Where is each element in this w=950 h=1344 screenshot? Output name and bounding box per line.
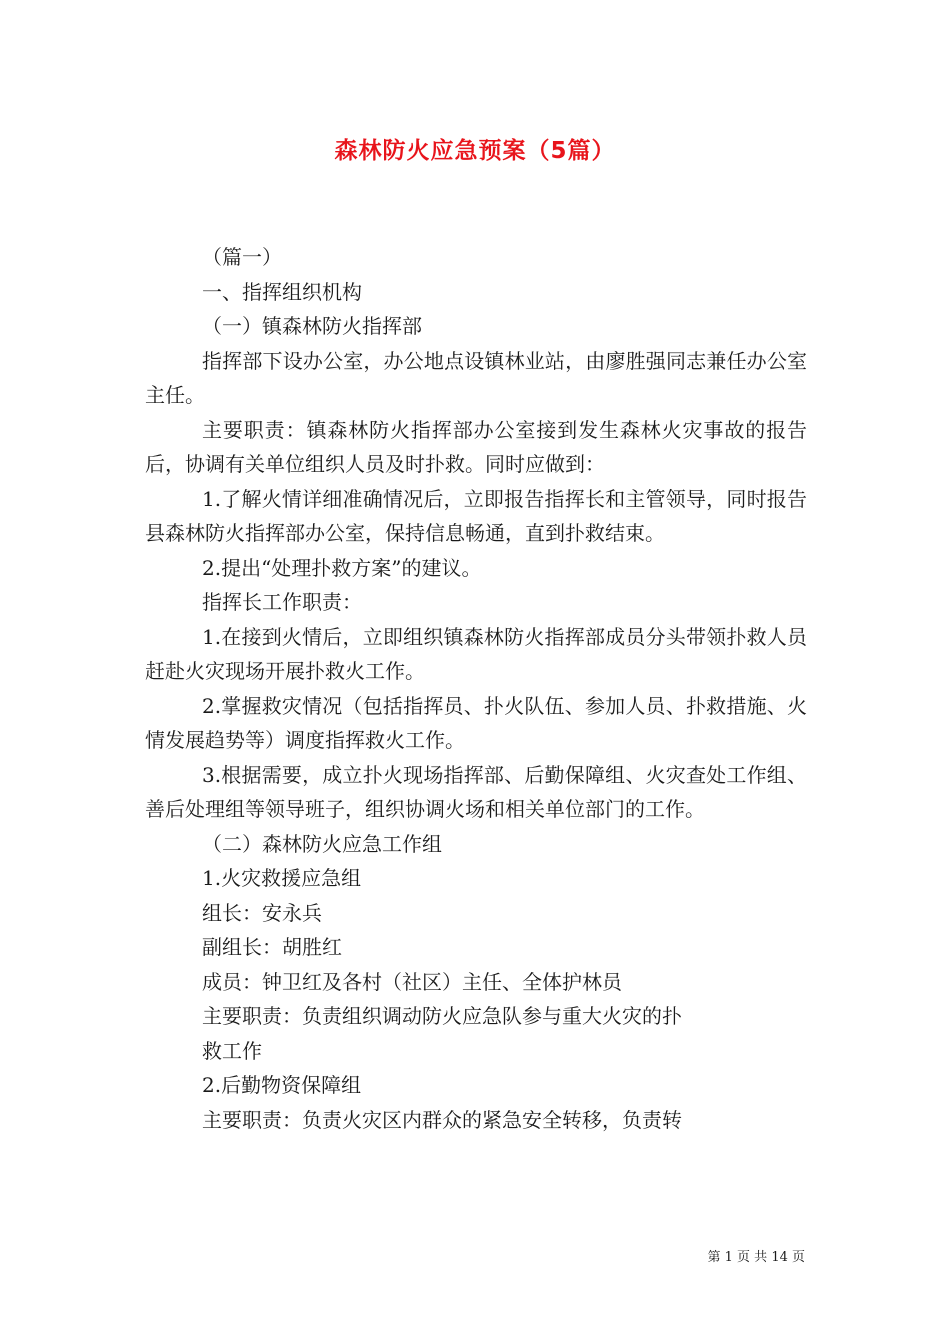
paragraph: 主要职责：镇森林防火指挥部办公室接到发生森林火灾事故的报告后，协调有关单位组织人员及时扑救。同时应做到： [145, 417, 807, 476]
list-item: 2.掌握救灾情况（包括指挥员、扑火队伍、参加人员、扑救措施、火情发展趋势等）调度指挥救火工作。 [145, 693, 807, 752]
list-item: 3.根据需要，成立扑火现场指挥部、后勤保障组、火灾查处工作组、善后处理组等领导班子，组织协调火场和相关单位部门的工作。 [145, 762, 807, 821]
list-item: 1.了解火情详细准确情况后，立即报告指挥长和主管领导，同时报告县森林防火指挥部办公室，保持信息畅通，直到扑救结束。 [145, 486, 807, 545]
section-heading: 一、指挥组织机构 [202, 279, 362, 304]
paragraph: 救工作 [202, 1038, 262, 1063]
paragraph: 主要职责：负责组织调动防火应急队参与重大火灾的扑 [202, 1004, 682, 1028]
page-number: 第 1 页 共 14 页 [707, 1250, 805, 1265]
paragraph: 指挥长工作职责： [202, 590, 362, 614]
paragraph: 主要职责：负责火灾区内群众的紧急安全转移，负责转 [202, 1107, 682, 1132]
document-title: 森林防火应急预案（5篇） [334, 138, 616, 164]
list-item: 1.在接到火情后，立即组织镇森林防火指挥部成员分头带领扑救人员赶赴火灾现场开展扑救火工作。 [145, 624, 807, 683]
paragraph: （篇一） [202, 245, 282, 269]
paragraph: 成员：钟卫红及各村（社区）主任、全体护林员 [202, 969, 622, 994]
list-item: 2.后勤物资保障组 [202, 1073, 362, 1097]
subsection-heading: （二）森林防火应急工作组 [202, 831, 442, 856]
subsection-heading: （一）镇森林防火指挥部 [202, 314, 422, 338]
paragraph: 指挥部下设办公室，办公地点设镇林业站，由廖胜强同志兼任办公室主任。 [145, 348, 807, 407]
paragraph: 组长：安永兵 [202, 900, 322, 925]
document-body [145, 240, 807, 1137]
list-item: 2.提出“处理扑救方案”的建议。 [202, 555, 482, 580]
list-item: 1.火灾救援应急组 [202, 866, 362, 890]
paragraph: 副组长：胡胜红 [202, 935, 342, 959]
